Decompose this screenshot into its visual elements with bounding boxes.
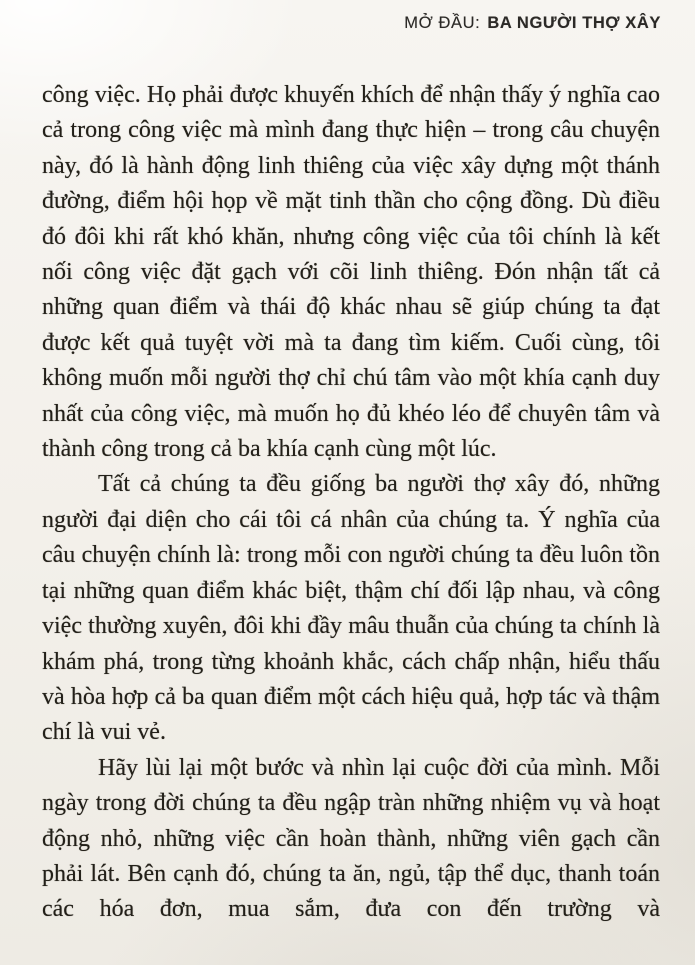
page-body	[42, 78, 660, 965]
section-label: MỞ ĐẦU:	[404, 14, 481, 32]
body-paragraph: Hãy lùi lại một bước và nhìn lại cuộc đời của mình. Mỗi ngày trong đời chúng ta đều ngập tràn những nhiệm vụ và hoạt động nhỏ, những việc cần hoàn thành, những viên gạch cần phải lát. Bên cạnh đó, chúng ta ăn, ngủ, tập thể dục, thanh toán các hóa đơn, mua sắm, đưa con đến trường và	[42, 754, 660, 923]
chapter-title: BA NGƯỜI THỢ XÂY	[487, 14, 661, 32]
body-paragraph: công việc. Họ phải được khuyến khích để nhận thấy ý nghĩa cao cả trong công việc mà mình đang thực hiện – trong câu chuyện này, đó là hành động linh thiêng của việc xây dựng một thánh đường, điểm hội họp về mặt tinh thần cho cộng đồng. Dù điều đó đôi khi rất khó khăn, nhưng công việc của tôi chính là kết nối công việc đặt gạch với cõi linh thiêng. Đón nhận tất cả những quan điểm và thái độ khác nhau sẽ giúp chúng ta đạt được kết quả tuyệt vời mà ta đang tìm kiếm. Cuối cùng, tôi không muốn mỗi người thợ chỉ chú tâm vào một khía cạnh duy nhất của công việc, mà muốn họ đủ khéo léo để chuyên tâm và thành công trong cả ba khía cạnh cùng một lúc.	[42, 82, 660, 463]
body-paragraph: Tất cả chúng ta đều giống ba người thợ xây đó, những người đại diện cho cái tôi cá nhân của chúng ta. Ý nghĩa của câu chuyện chính là: trong mỗi con người chúng ta đều luôn tồn tại những quan điểm khác biệt, thậm chí đối lập nhau, và công việc thường xuyên, đôi khi đầy mâu thuẫn của chúng ta chính là khám phá, trong từng khoảnh khắc, cách chấp nhận, hiểu thấu và hòa hợp cả ba quan điểm một cách hiệu quả, hợp tác và thậm chí là vui vẻ.	[42, 471, 660, 746]
running-header	[404, 14, 661, 33]
